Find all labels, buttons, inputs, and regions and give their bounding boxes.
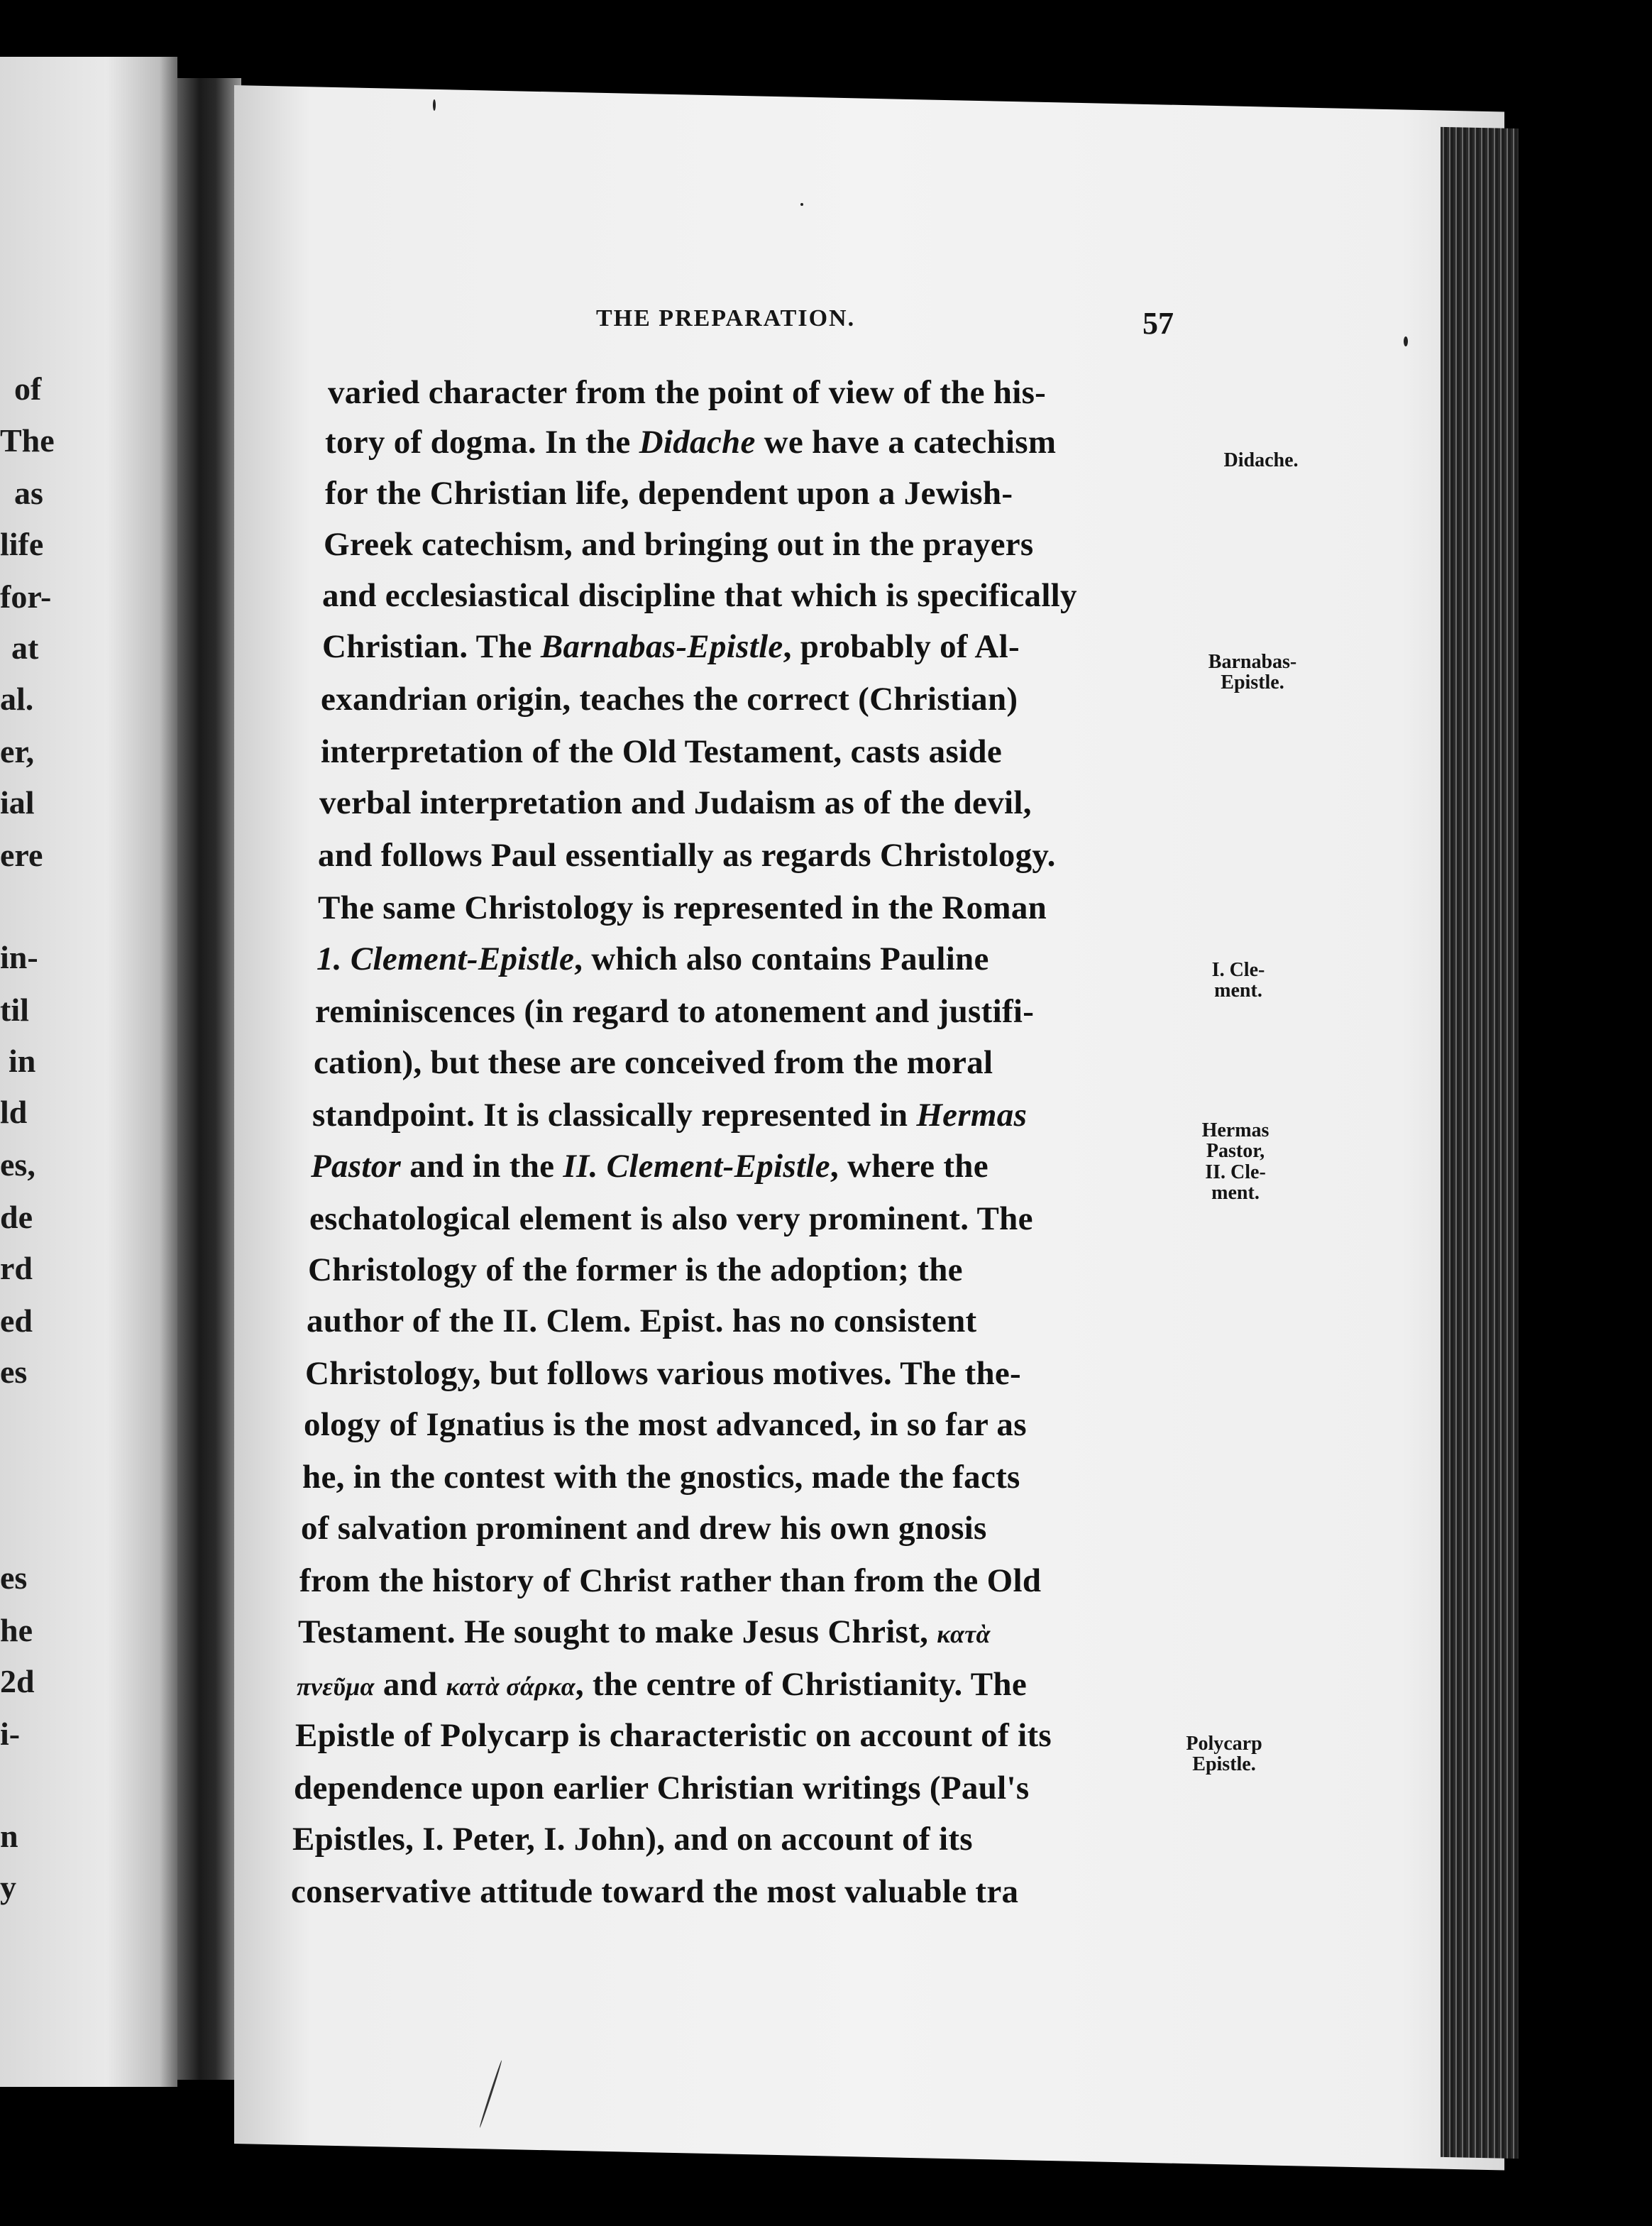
text-segment: Christology of the former is the adoption; the bbox=[308, 1251, 963, 1288]
text-line bbox=[299, 1564, 1041, 1598]
margin-note-polycarp: Polycarp Epistle. bbox=[1186, 1733, 1262, 1776]
text-line bbox=[322, 579, 1077, 613]
text-line bbox=[307, 1305, 977, 1338]
text-segment: he, in the contest with the gnostics, made the facts bbox=[302, 1459, 1020, 1496]
left-fragment: rd bbox=[0, 1250, 33, 1286]
text-segment: for the Christian life, dependent upon a Jewish- bbox=[325, 475, 1013, 512]
margin-note-barnabas: Barnabas- Epistle. bbox=[1208, 651, 1297, 694]
text-segment: , where the bbox=[830, 1148, 989, 1185]
left-fragment: 2d bbox=[0, 1663, 35, 1699]
text-segment: conservative attitude toward the most valuable tra bbox=[291, 1873, 1019, 1910]
text-segment: reminiscences (in regard to atonement and justifi- bbox=[315, 993, 1035, 1030]
left-fragment: for- bbox=[0, 579, 52, 615]
text-segment: , probably of Al- bbox=[783, 628, 1020, 665]
text-segment: we have a catechism bbox=[755, 424, 1057, 461]
text-segment: standpoint. It is classically represented in bbox=[312, 1097, 917, 1134]
text-line bbox=[316, 943, 989, 976]
text-segment-italic: II. Clement-Epistle bbox=[563, 1148, 830, 1185]
text-segment: interpretation of the Old Testament, casts aside bbox=[321, 733, 1003, 770]
text-line bbox=[324, 528, 1034, 561]
text-line bbox=[292, 1823, 973, 1856]
text-line bbox=[301, 1512, 987, 1545]
text-line bbox=[305, 1357, 1021, 1391]
text-segment: of salvation prominent and drew his own gnosis bbox=[301, 1510, 987, 1547]
text-segment-italic: Pastor bbox=[311, 1148, 402, 1185]
text-line bbox=[311, 1150, 989, 1183]
text-segment: Epistles, I. Peter, I. John), and on account of its bbox=[292, 1821, 973, 1858]
left-fragment: es, bbox=[0, 1146, 35, 1183]
text-segment: dependence upon earlier Christian writings (Paul's bbox=[294, 1770, 1030, 1806]
page-edges bbox=[1441, 127, 1519, 2159]
text-line bbox=[297, 1668, 1027, 1701]
left-fragment: y bbox=[0, 1869, 16, 1905]
text-line bbox=[315, 995, 1034, 1029]
text-segment: Testament. He sought to make Jesus Christ, bbox=[298, 1613, 937, 1650]
text-segment: tory of dogma. In the bbox=[325, 424, 639, 461]
text-line bbox=[291, 1875, 1018, 1909]
page-number: 57 bbox=[1142, 306, 1174, 341]
text-segment-italic: Didache bbox=[639, 424, 756, 461]
text-line bbox=[314, 1046, 993, 1080]
left-fragment: The bbox=[0, 422, 55, 459]
text-line bbox=[298, 1613, 991, 1650]
book-gutter bbox=[177, 78, 241, 2080]
text-line bbox=[295, 1719, 1052, 1753]
left-fragment: in- bbox=[0, 939, 38, 975]
text-line bbox=[312, 1099, 1027, 1132]
text-segment: and follows Paul essentially as regards Christology. bbox=[318, 837, 1056, 874]
text-line bbox=[321, 735, 1002, 769]
left-fragment: i- bbox=[0, 1716, 21, 1752]
text-segment-italic: Barnabas-Epistle bbox=[540, 628, 783, 665]
text-line bbox=[294, 1772, 1029, 1805]
text-segment: and bbox=[374, 1666, 446, 1703]
greek-text: κατὰ bbox=[937, 1620, 991, 1648]
text-segment-italic: Hermas bbox=[916, 1097, 1028, 1134]
left-fragment: til bbox=[0, 992, 29, 1028]
text-line bbox=[302, 1461, 1020, 1494]
text-line bbox=[321, 683, 1018, 716]
left-fragment: of bbox=[14, 371, 42, 407]
left-fragment: in bbox=[9, 1043, 36, 1079]
text-line bbox=[309, 1202, 1033, 1236]
text-line bbox=[304, 1408, 1027, 1442]
left-fragment: ld bbox=[0, 1094, 28, 1130]
text-segment: from the history of Christ rather than from the Old bbox=[299, 1562, 1042, 1599]
text-segment-italic: 1. Clement-Epistle bbox=[316, 941, 575, 977]
left-fragment: er, bbox=[0, 733, 35, 769]
text-segment: , the centre of Christianity. The bbox=[575, 1666, 1028, 1703]
left-fragment: ere bbox=[0, 837, 43, 873]
greek-text: κατὰ σάρκα bbox=[446, 1672, 576, 1701]
scan-speck bbox=[433, 99, 436, 111]
text-segment: eschatological element is also very prominent. The bbox=[309, 1200, 1033, 1237]
text-line bbox=[308, 1251, 963, 1288]
text-segment: varied character from the point of view of the his- bbox=[328, 374, 1047, 411]
text-segment: , which also contains Pauline bbox=[574, 941, 989, 977]
text-segment: verbal interpretation and Judaism as of the devil, bbox=[319, 784, 1032, 821]
text-line bbox=[325, 426, 1056, 459]
text-segment: The same Christology is represented in the Roman bbox=[318, 889, 1047, 926]
text-segment: Christology, but follows various motives. The the- bbox=[305, 1355, 1021, 1392]
text-segment: exandrian origin, teaches the correct (Christian) bbox=[321, 681, 1018, 718]
text-segment: and ecclesiastical discipline that which is specifically bbox=[322, 577, 1077, 614]
text-segment: Greek catechism, and bringing out in the prayers bbox=[324, 526, 1034, 563]
greek-text: πνεῦμα bbox=[297, 1672, 375, 1701]
text-segment: Epistle of Polycarp is characteristic on account of its bbox=[295, 1717, 1052, 1754]
text-segment: Christian. The bbox=[322, 628, 541, 665]
left-fragment: as bbox=[14, 475, 43, 511]
left-fragment: n bbox=[0, 1818, 18, 1854]
text-line bbox=[325, 477, 1013, 510]
left-fragment: de bbox=[0, 1199, 33, 1235]
left-fragment: es bbox=[0, 1354, 28, 1390]
margin-note-didache: Didache. bbox=[1223, 449, 1299, 471]
left-fragment: life bbox=[0, 526, 44, 562]
text-segment: ology of Ignatius is the most advanced, in so far as bbox=[304, 1406, 1027, 1443]
left-fragment: at bbox=[11, 630, 39, 666]
left-fragment: ed bbox=[0, 1303, 33, 1339]
left-fragment: ial bbox=[0, 784, 35, 821]
text-line bbox=[318, 889, 1047, 926]
running-title: THE PREPARATION. bbox=[596, 305, 856, 331]
text-segment: cation), but these are conceived from the moral bbox=[314, 1044, 993, 1081]
scan-speck bbox=[800, 203, 803, 206]
left-fragment: he bbox=[0, 1612, 33, 1648]
text-line bbox=[322, 630, 1020, 664]
text-line bbox=[319, 786, 1032, 820]
text-segment: and in the bbox=[401, 1148, 563, 1185]
margin-note-clement: I. Cle- ment. bbox=[1211, 959, 1265, 1002]
text-line bbox=[328, 376, 1046, 410]
left-fragment: es bbox=[0, 1559, 28, 1596]
scan-speck bbox=[1404, 336, 1408, 346]
text-line bbox=[318, 839, 1056, 872]
text-segment: author of the II. Clem. Epist. has no consistent bbox=[307, 1303, 977, 1339]
margin-note-hermas: Hermas Pastor, II. Cle- ment. bbox=[1201, 1119, 1270, 1205]
left-fragment: al. bbox=[0, 681, 34, 717]
